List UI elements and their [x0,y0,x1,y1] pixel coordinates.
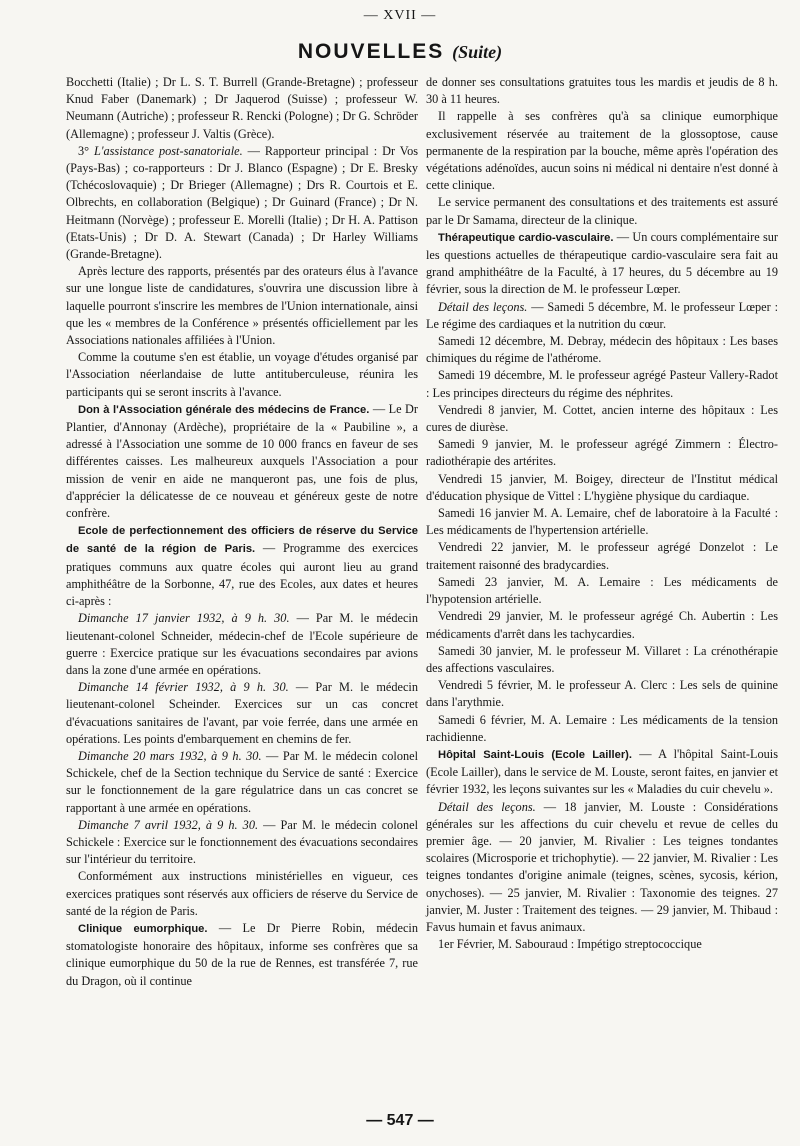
lesson-entry: Samedi 23 janvier, M. A. Lemaire : Les médicaments de l'hypotension artérielle. [426,574,778,607]
lesson-entry: Vendredi 29 janvier, M. le professeur agrégé Ch. Aubertin : Les médicaments d'arrêt dans les tachycardies. [426,609,778,641]
lesson-entry: Détail des leçons. — 18 janvier, M. Louste : Considérations générales sur les affections du cuir chevelu et revue de celles du premier âge. — 20 janvier, M. Rivalier : Les teignes tondantes scolaires (Microsporie et trichophytie). — 22 janvier, M. Rivalier : Les teignes tondantes d'origine animale (teignes, scènes, sycosis, kérion, onychoses). — 25 janvier, M. Rivalier : Taxonomie des teignes. 27 janvier, M. Juster : Traitement des teignes. — 29 janvier, M. Thibaud : Favus humain et favus animaux. [426,799,778,934]
lesson-entry: Vendredi 5 février, M. le professeur A. Clerc : Les sels de quinine dans l'arythmie. [426,678,778,710]
lesson-entry: Vendredi 22 janvier, M. le professeur agrégé Donzelot : Le traitement raisonné des bradycardies. [426,540,778,572]
news-item: Hôpital Saint-Louis (Ecole Lailler). — A l'hôpital Saint-Louis (Ecole Lailler), dans le service de M. Louste, seront faites, en janvier et février 1932, les leçons suivantes sur les « Maladies du cuir chevelu ». [426,746,778,797]
paragraph: Bocchetti (Italie) ; Dr L. S. T. Burrell (Grande-Bretagne) ; professeur Knud Faber (Danemark) ; Dr Jaquerod (Suisse) ; professeur W. Neumann (Autriche) ; professeur R. Rencki (Pologne) ; Dr G. Schröder (Allemagne) ; professeur J. Valtis (Grèce). [66,75,418,141]
right-column [426,74,778,953]
paragraph: Le service permanent des consultations et des traitements est assuré par le Dr Samama, directeur de la clinique. [426,195,778,227]
lesson-entry: Vendredi 15 janvier, M. Boigey, directeur de l'Institut médical d'éducation physique de Vittel : L'hygiène physique du cardiaque. [426,471,778,503]
page-number: — 547 — [366,1112,434,1129]
lesson-entry: Vendredi 8 janvier, M. Cottet, ancien interne des hôpitaux : Les cures de diurèse. [426,402,778,435]
lesson-entry: Samedi 12 décembre, M. Debray, médecin des hôpitaux : Les bases chimiques du régime de l'athérome. [426,334,778,366]
schedule-entry: Dimanche 17 janvier 1932, à 9 h. 30. — Par M. le médecin lieutenant-colonel Schneider, médecin-chef de l'Ecole supérieure de guerre : Exercice pratique sur les évacuations secondaires par avions dans la zone d'une armée en opérations. [66,611,418,677]
section-heading: Don à l'Association générale des médecins de France. [78,403,370,416]
schedule-entry: Dimanche 20 mars 1932, à 9 h. 30. — Par M. le médecin colonel Schickele, chef de la Section technique du Service de santé : Exercice sur le fonctionnement de la gare régulatrice dans un cas concret se rapportant à une armée en opérations. [66,748,418,815]
lesson-entry: Samedi 6 février, M. A. Lemaire : Les médicaments de la tension rachidienne. [426,712,778,744]
page-title [0,40,800,64]
section-heading: Hôpital Saint-Louis (Ecole Lailler). [438,748,633,761]
lesson-entry: Samedi 19 décembre, M. le professeur agrégé Pasteur Vallery-Radot : Les principes directeurs du régime des néphrites. [426,368,778,400]
paragraph: Conformément aux instructions ministérielles en vigueur, ces exercices pratiques sont réservés aux officiers de réserve du Service de santé de la région de Paris. [66,869,418,918]
section-heading: Ecole de perfectionnement des officiers de réserve du Service de santé de la région de Paris. [66,525,418,556]
paragraph: Après lecture des rapports, présentés par des orateurs élus à l'avance sur une longue liste de candidatures, s'ouvrira une discussion libre à laquelle pourront s'inscrire les membres de l'Union internationale, ainsi que les « membres de la Conférence » présentés officiellement par les Associations nationales affiliées à l'Union. [66,264,418,348]
lesson-entry: Détail des leçons. — Samedi 5 décembre, M. le professeur Lœper : Le régime des cardiaques et la nutrition du cœur. [426,299,778,331]
title-main: NOUVELLES [297,40,445,63]
paragraph: Il rappelle à ses confrères qu'à sa clinique eumorphique exclusivement réservée au traitement de la glossoptose, cause permanente de la respiration par la bouche, même après l'opération des végétations adénoïdes, aucun soins ni médical ni dentaire n'est donné à cette clinique. [426,109,778,193]
lesson-entry: Samedi 9 janvier, M. le professeur agrégé Zimmern : Électro-radiothérapie des artérites. [426,437,778,469]
lesson-entry: Samedi 16 janvier M. A. Lemaire, chef de laboratoire à la Faculté : Les médicaments de l'hypertension artérielle. [426,506,778,538]
paragraph: 3° L'assistance post-sanatoriale. — Rapporteur principal : Dr Vos (Pays-Bas) ; co-rapporteurs : Dr J. Blanco (Espagne) ; Dr E. Bresky (Tchécoslovaquie) ; Dr Brieger (Allemagne) ; Drs R. Courtois et E. Olbrechts, en collaboration (Belgique) ; Dr Guinard (France) ; Dr N. Heitmann (Norvège) ; professeur E. Morelli (Italie) ; Dr H. A. Pattison (Etats-Unis) ; Dr D. A. Stewart (Canada) ; Dr Harley Williams (Grande-Bretagne). [66,143,419,262]
roman-folio: — XVII — [363,8,437,23]
title-suite: (Suite) [452,42,503,62]
paragraph: de donner ses consultations gratuites tous les mardis et jeudis de 8 h. 30 à 11 heures. [426,75,778,107]
lesson-entry: Samedi 30 janvier, M. le professeur M. Villaret : La crénothérapie des affections vasculaires. [426,643,778,675]
news-item: Don à l'Association générale des médecins de France. — Le Dr Plantier, d'Annonay (Ardèche), propriétaire de la « Paubiline », a adressé à l'Association une somme de 10 000 francs en faveur de ses différentes caisses. Les malheureux auxquels l'Association a pour mission de venir en aide ne manqueront pas, une fois de plus, d'apprécier la délicatesse de ce nouveau et généreux geste de notre confrère. [66,401,418,521]
lesson-entry: 1er Février, M. Sabouraud : Impétigo streptococcique [438,937,702,952]
schedule-entry: Dimanche 14 février 1932, à 9 h. 30. — Par M. le médecin lieutenant-colonel Scheinder. Exercices sur un cas concret d'évacuations sanitaires de l'avant, par voie ferrée, dans une armée en opérations. Les points d'embarquement en chemins de fer. [66,680,418,746]
paragraph: Comme la coutume s'en est établie, un voyage d'études organisé par l'Association néerlandaise de lutte antituberculeuse, réunira les participants qui se seront inscrits à l'avance. [66,350,418,399]
schedule-entry: Dimanche 7 avril 1932, à 9 h. 30. — Par M. le médecin colonel Schickele : Exercice sur le fonctionnement des évacuations secondaires sur l'intérieur du territoire. [66,817,418,867]
news-item: Clinique eumorphique. — Le Dr Pierre Robin, médecin stomatologiste honoraire des hôpitaux, informe ses confrères que sa clinique eumorphique du 50 de la rue de Rennes, est transférée 7, rue du Dragon, où il continue [66,920,418,988]
section-heading: Thérapeutique cardio-vasculaire. [438,231,614,244]
news-item: Thérapeutique cardio-vasculaire. — Un cours complémentaire sur les questions actuelles de thérapeutique cardio-vasculaire sera fait au grand amphithéâtre de la Faculté, à 17 heures, du 5 décembre au 19 février, sous la direction de M. le professeur Lœper. [426,229,778,297]
section-heading: Clinique eumorphique. [78,922,208,935]
news-item: Ecole de perfectionnement des officiers de réserve du Service de santé de la région de Paris. — Programme des exercices pratiques communs aux quatre écoles qui auront lieu au grand amphithéâtre de la Sorbonne, 47, rue des Ecoles, aux dates et heures ci-après : [66,525,418,609]
left-column [66,74,418,990]
